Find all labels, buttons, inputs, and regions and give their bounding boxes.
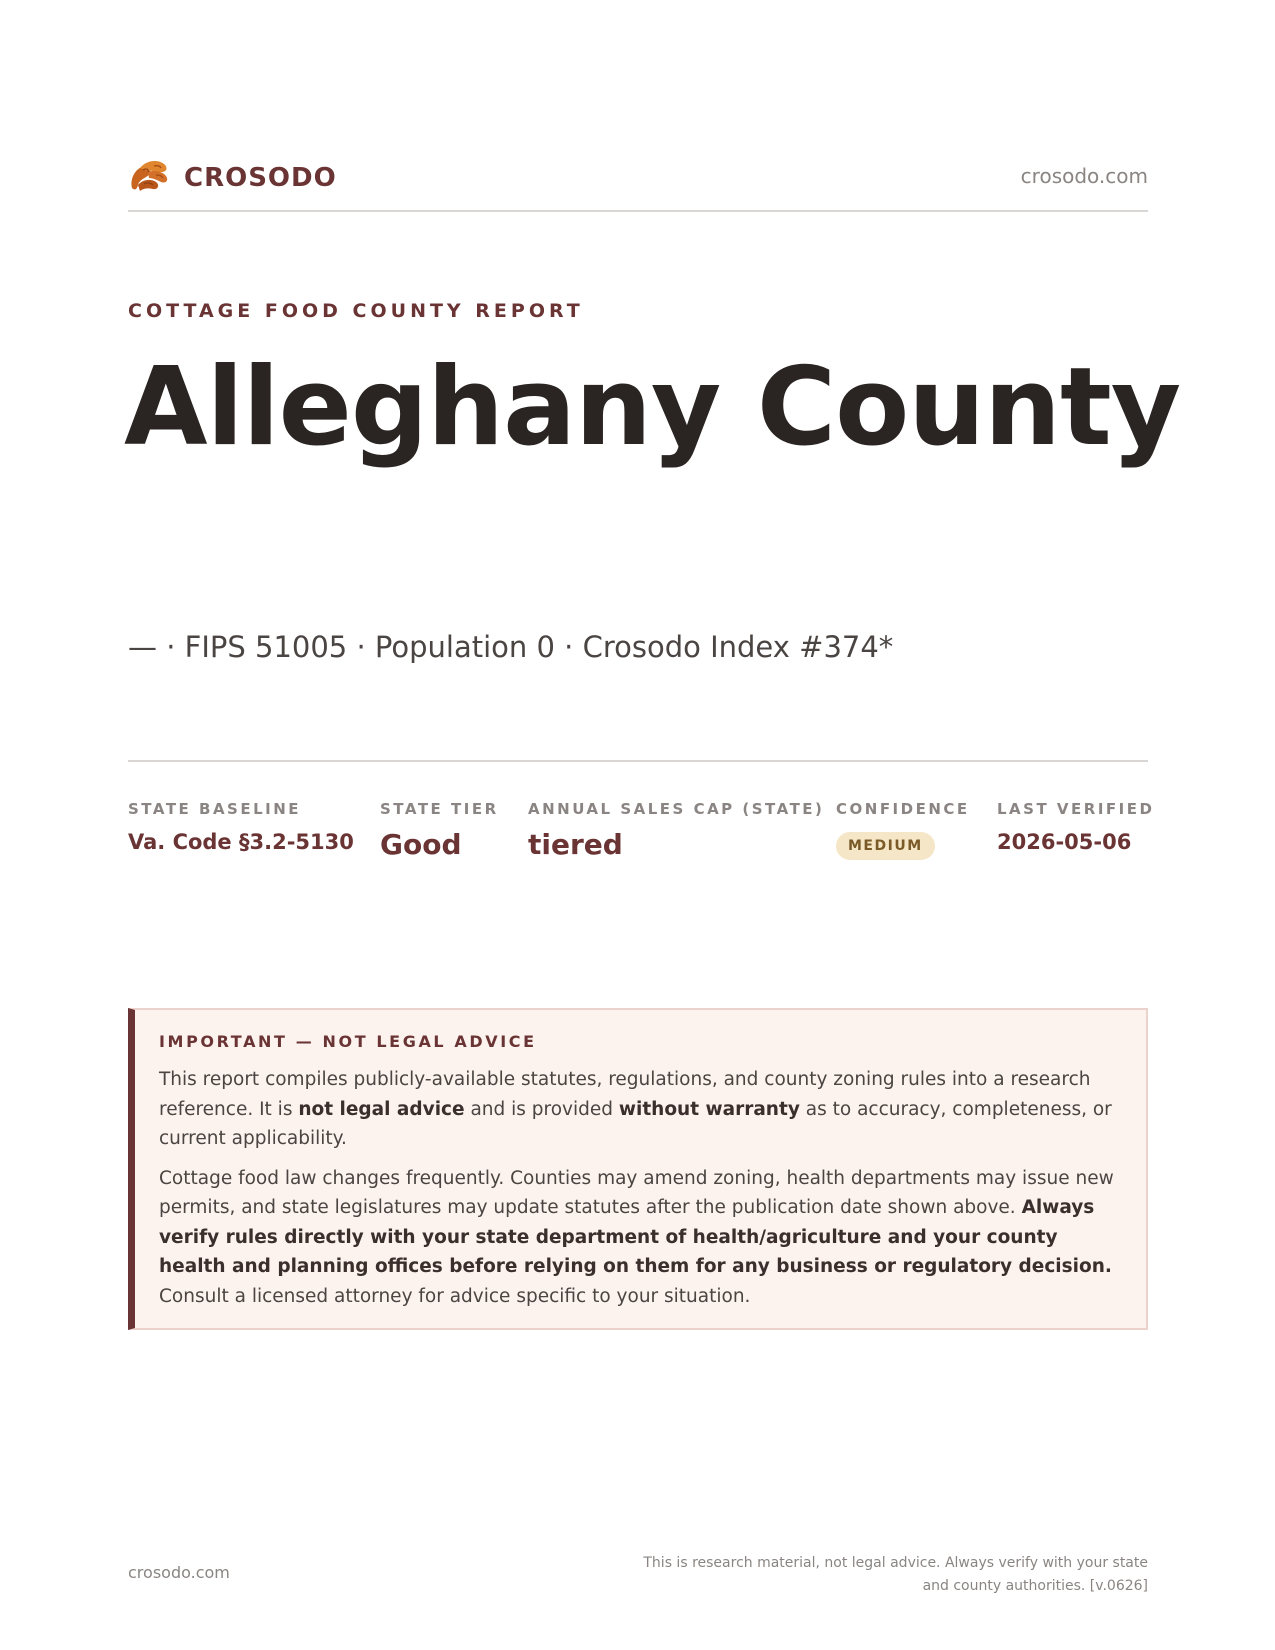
stat-label: ANNUAL SALES CAP (STATE) — [528, 800, 825, 818]
county-title: Alleghany County — [124, 345, 1181, 470]
stat-label: LAST VERIFIED — [997, 800, 1155, 818]
site-link[interactable]: crosodo.com — [1020, 164, 1148, 188]
page-header — [128, 158, 1148, 212]
report-eyebrow: COTTAGE FOOD COUNTY REPORT — [128, 300, 584, 322]
county-meta-line: — · FIPS 51005 · Population 0 · Crosodo Index #374* — [128, 630, 894, 664]
brand-name: CROSODO — [184, 163, 337, 193]
stat-last-verified — [997, 800, 1154, 854]
stat-confidence — [836, 800, 970, 860]
stat-label: CONFIDENCE — [836, 800, 970, 818]
confidence-badge: MEDIUM — [836, 832, 935, 860]
stat-value: tiered — [528, 828, 623, 861]
footer-site-link[interactable]: crosodo.com — [128, 1563, 230, 1582]
footer-disclaimer: This is research material, not legal advice. Always verify with your state and county authorities. [v.0626] — [643, 1555, 1148, 1594]
stats-row — [128, 760, 1155, 882]
croissant-icon — [128, 158, 170, 198]
disclaimer-paragraph: Cottage food law changes frequently. Counties may amend zoning, health departments may issue new permits, and state legislatures may update statutes after the publication date shown above. Always verify rules directly with your state department of health/agriculture and your county health and planning offices before relying on them for any business or regulatory decision. Consult a licensed attorney for advice specific to your situation. — [159, 1167, 1114, 1307]
legal-disclaimer — [128, 1008, 1148, 1330]
stat-state-baseline — [128, 800, 354, 854]
disclaimer-title: IMPORTANT — NOT LEGAL ADVICE — [159, 1032, 537, 1051]
stat-label: STATE BASELINE — [128, 800, 302, 818]
stat-annual-sales-cap — [528, 800, 824, 861]
stat-value: 2026-05-06 — [997, 830, 1132, 854]
disclaimer-paragraph: This report compiles publicly-available statutes, regulations, and county zoning rules into a research reference. It is not legal advice and is provided without warranty as to accuracy, completeness, or current applicability. — [159, 1069, 1112, 1149]
stat-state-tier — [380, 800, 499, 861]
stat-value: Good — [380, 828, 462, 861]
stat-label: STATE TIER — [380, 800, 499, 818]
stat-value: Va. Code §3.2-5130 — [128, 830, 354, 854]
report-page — [124, 0, 1181, 1650]
brand[interactable] — [128, 158, 337, 198]
